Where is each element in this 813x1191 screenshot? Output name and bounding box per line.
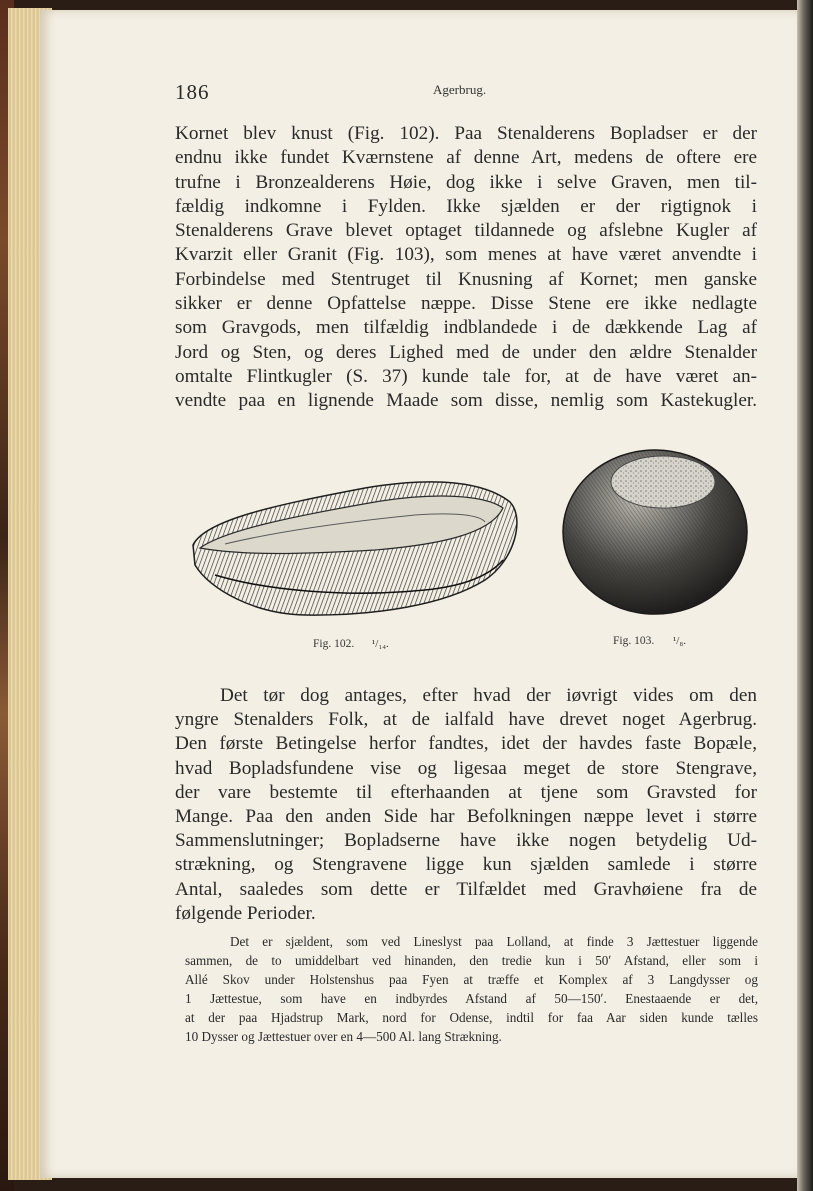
text-line: Stenalderens Grave blevet optaget tildannede og afslebne Kugler af — [175, 220, 757, 242]
text-line: Kornet blev knust (Fig. 102). Paa Stenalderens Bopladser er der — [175, 123, 757, 144]
paragraph-1 — [175, 122, 757, 414]
text-line: der vare bestemte til efterhaanden at tjene som Gravsted for — [175, 781, 757, 803]
page-number: 186 — [175, 80, 210, 104]
fig103-scale: ¹/₈. — [673, 635, 686, 647]
footnote-line: 10 Dysser og Jættestuer over en 4—500 Al. lang Strækning. — [185, 1029, 502, 1044]
text-line: strækning, og Stengravene ligge kun sjælden samlede i større — [175, 854, 757, 876]
fig103-caption: Fig. 103. — [613, 635, 655, 647]
text-line: Forbindelse med Stentruget til Knusning af Kornet; men ganske — [175, 268, 757, 290]
text-line: fældig indkomne i Fylden. Ikke sjælden er der rigtignok i — [175, 195, 757, 217]
text-line: Sammenslutninger; Bopladserne have ikke nogen betydelig Ud- — [175, 830, 757, 852]
footnote-line: sammen, de to umiddelbart ved hinanden, den tredie kun i 50ʹ Afstand, eller som i — [185, 953, 758, 968]
text-line: Det tør dog antages, efter hvad der iøvrigt vides om den — [220, 685, 757, 706]
book-binding-right — [797, 0, 813, 1191]
text-line: trufne i Bronzealderens Høie, dog ikke i selve Graven, men til- — [175, 171, 757, 193]
fig102-caption: Fig. 102. — [313, 638, 355, 650]
figures-illustration — [185, 440, 760, 665]
footnote-line: Allé Skov under Holstenshus paa Fyen at træffe et Komplex af 3 Langdysser og — [185, 972, 758, 987]
text-line: som Gravgods, men tilfældig indblandede i de dækkende Lag af — [175, 317, 757, 339]
text-line: sikker er denne Opfattelse næppe. Disse Stene ere ikke nedlagte — [175, 293, 757, 315]
text-line: Kvarzit eller Granit (Fig. 103), som menes at have været anvendte i — [175, 244, 757, 266]
text-line: følgende Perioder. — [175, 902, 316, 924]
text-line: vendte paa en lignende Maade som disse, nemlig som Kastekugler. — [175, 390, 757, 412]
stone-ball-drawing — [563, 450, 747, 614]
text-line: Den første Betingelse herfor fandtes, idet der havdes faste Bopæle, — [175, 733, 757, 755]
text-line: endnu ikke fundet Kværnstene af denne Art, medens de oftere ere — [175, 147, 757, 169]
text-line: Mange. Paa den anden Side har Befolkningen næppe levet i større — [175, 806, 757, 828]
figures-area — [185, 440, 760, 665]
text-line: Jord og Sten, og deres Lighed med de under den ældre Stenalder — [175, 341, 757, 363]
paragraph-2 — [175, 684, 757, 926]
footnote — [185, 932, 758, 1046]
page-header — [175, 78, 760, 108]
fig102-scale: ¹/₁₄. — [372, 638, 389, 650]
quern-stone-drawing — [193, 482, 517, 615]
footnote-line: 1 Jættestue, som have en indbyrdes Afstand af 50—150ʹ. Enestaaende er det, — [185, 991, 758, 1006]
running-head: Agerbrug. — [433, 82, 487, 97]
text-line: hvad Bopladsfundene vise og ligesaa meget de store Stengrave, — [175, 757, 757, 779]
footnote-line: at der paa Hjadstrup Mark, nord for Odense, indtil for faa Aar siden kunde tælles — [185, 1010, 758, 1025]
text-line: Antal, saaledes som dette er Tilfældet med Gravhøiene fra de — [175, 878, 757, 900]
footnote-line: Det er sjældent, som ved Lineslyst paa Lolland, at finde 3 Jættestuer liggende — [230, 934, 758, 949]
text-line: omtalte Flintkugler (S. 37) kunde tale for, at de have været an- — [175, 365, 757, 387]
text-line: yngre Stenalders Folk, at de ialfald have drevet noget Agerbrug. — [175, 709, 757, 731]
